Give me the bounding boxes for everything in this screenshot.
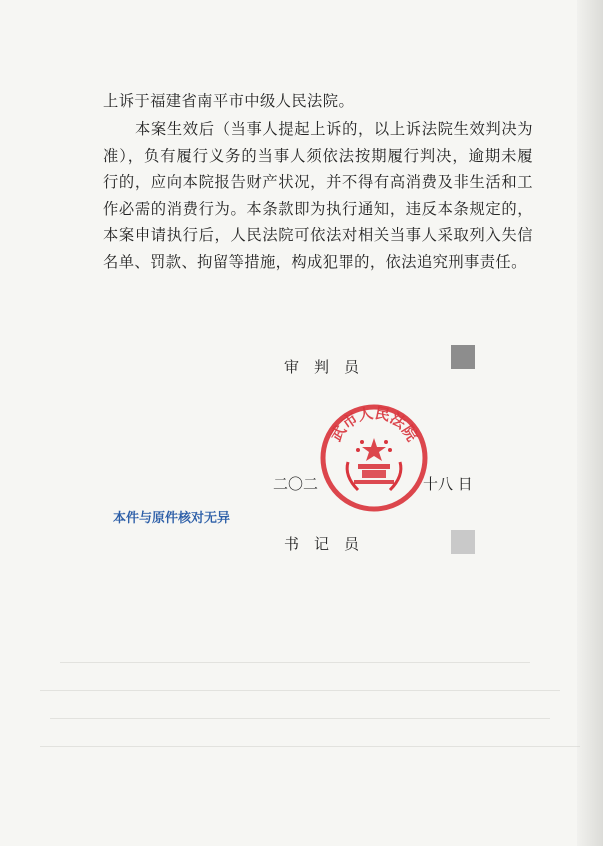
- bleed-through-line: [50, 718, 550, 719]
- paragraph-appeal: 上诉于福建省南平市中级人民法院。: [103, 92, 355, 110]
- date-right: 十八 日: [423, 475, 473, 493]
- scan-edge-shadow: [577, 0, 603, 846]
- bleed-through-line: [40, 746, 580, 747]
- judge-label: 审 判 员: [284, 358, 360, 376]
- court-seal-icon: [318, 402, 430, 514]
- bleed-through-line: [60, 662, 530, 663]
- svg-text:武市人民法院: 武市人民法院: [326, 403, 422, 445]
- verification-note: 本件与原件核对无异: [113, 511, 231, 526]
- bleed-through-line: [40, 690, 560, 691]
- clerk-label: 书 记 员: [284, 535, 360, 553]
- redaction-block-judge: [451, 345, 475, 369]
- paragraph-enforcement: 本案生效后（当事人提起上诉的，以上诉法院生效判决为准），负有履行义务的当事人须依法按期履行判决，逾期未履行的，应向本院报告财产状况，并不得有高消费及非生活和工作必需的消费行为。本条款即为执行通知，违反本条规定的，本案申请执行后，人民法院可依法对相关当事人采取列入失信名单、罚款、拘留等措施，构成犯罪的，依法追究刑事责任。: [103, 120, 533, 271]
- date-left: 二〇二: [273, 475, 319, 493]
- redaction-block-clerk: [451, 530, 475, 554]
